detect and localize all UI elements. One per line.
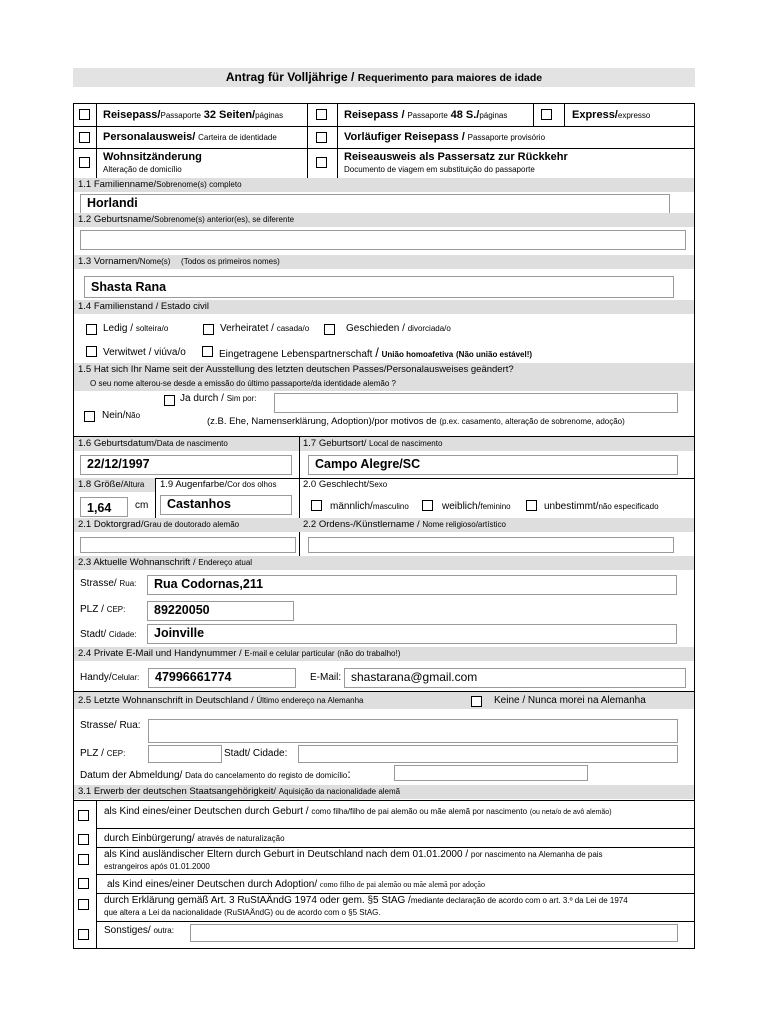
- checkbox-name-changed-no[interactable]: [84, 411, 95, 422]
- residence-change-label: Wohnsitzänderung Alteração de domicílio: [103, 151, 202, 174]
- express-label: Express/expresso: [572, 109, 651, 121]
- female-label: weiblich/feminino: [442, 501, 511, 512]
- last-city-label: Stadt/ Cidade:: [224, 748, 288, 759]
- checkbox-geschieden[interactable]: [324, 324, 335, 335]
- first-names-field[interactable]: Shasta Rana: [84, 276, 674, 298]
- section-1-2-header: 1.2 Geburtsname/Sobrenome(s) anterior(es), se diferente: [74, 213, 694, 227]
- never-lived-germany-label: Keine / Nunca morei na Alemanha: [494, 695, 646, 706]
- last-street-field[interactable]: [148, 719, 678, 743]
- birth-date-field[interactable]: 22/12/1997: [80, 455, 292, 475]
- id-card-label: Personalausweis/ Carteira de identidade: [103, 131, 277, 143]
- section-1-9-header: 1.9 Augenfarbe/Cor dos olhos: [160, 479, 277, 490]
- section-2-0-header: 2.0 Geschlecht/Sexo: [303, 479, 388, 490]
- checkbox-citizenship-birth[interactable]: [78, 810, 89, 821]
- citizenship-other-field[interactable]: [190, 924, 678, 942]
- email-field[interactable]: shastarana@gmail.com: [344, 668, 686, 688]
- street-label: Strasse/ Rua:: [80, 578, 137, 589]
- citizenship-naturalization-label: durch Einbürgerung/ através de naturalização: [104, 833, 285, 844]
- birth-name-field[interactable]: [80, 230, 686, 250]
- phone-field[interactable]: 47996661774: [148, 668, 296, 688]
- plz-label: PLZ / CEP:: [80, 604, 126, 615]
- street-field[interactable]: Rua Codornas,211: [147, 575, 677, 595]
- section-2-2-header: 2.2 Ordens-/Künstlername / Nome religioso/artístico: [303, 519, 506, 530]
- doctorate-field[interactable]: [80, 537, 296, 553]
- checkbox-unspecified[interactable]: [526, 500, 537, 511]
- checkbox-female[interactable]: [422, 500, 433, 511]
- checkbox-temp-passport[interactable]: [316, 132, 327, 143]
- section-1-4-header: 1.4 Familienstand / Estado civil: [74, 300, 694, 314]
- last-plz-field[interactable]: [148, 745, 222, 763]
- section-1-8-header: 1.8 Größe/Altura: [74, 478, 156, 492]
- deregistration-date-field[interactable]: [394, 765, 588, 781]
- checkbox-name-changed-yes[interactable]: [164, 395, 175, 406]
- verheiratet-label: Verheiratet / casada/o: [220, 323, 310, 334]
- passport-48-label: Reisepass / Passaporte 48 S./páginas: [344, 109, 508, 121]
- partnerschaft-label: Eingetragene Lebenspartnerschaft / União homoafetiva (Não união estável!): [219, 345, 533, 360]
- section-1-3-header: 1.3 Vornamen/Nome(s) (Todos os primeiros nomes): [74, 255, 694, 269]
- section-1-5-header: 1.5 Hat sich Ihr Name seit der Ausstellung des letzten deutschen Passes/Personalausweises geändert? O seu nome alterou-se desde a emissão do último passaporte/da identidade alemão ?: [74, 363, 694, 391]
- name-change-reason-hint: (z.B. Ehe, Namenserklärung, Adoption)/por motivos de (p.ex. casamento, alteração de sobrenome, adoção): [207, 416, 625, 427]
- checkbox-verwitwet[interactable]: [86, 346, 97, 357]
- checkbox-passport-32[interactable]: [79, 109, 90, 120]
- section-3-1-header: 3.1 Erwerb der deutschen Staatsangehörigkeit/ Aquisição da nacionalidade alemã: [74, 785, 694, 799]
- checkbox-id-card[interactable]: [79, 132, 90, 143]
- section-2-1-header: 2.1 Doktorgrad/Grau de doutorado alemão: [74, 518, 694, 532]
- checkbox-citizenship-naturalization[interactable]: [78, 834, 89, 845]
- checkbox-passport-48[interactable]: [316, 109, 327, 120]
- citizenship-other-label: Sonstiges/ outra:: [104, 925, 174, 936]
- section-2-5-header: 2.5 Letzte Wohnanschrift in Deutschland / Último endereço na Alemanha: [74, 692, 694, 709]
- city-label: Stadt/ Cidade:: [80, 629, 137, 640]
- citizenship-foreign-parents-label: als Kind ausländischer Eltern durch Geburt in Deutschland nach dem 01.01.2000 / por nascimento na Alemanha de pais estrangeiros após 01.01.2000: [104, 849, 603, 871]
- passport-32-label: Reisepass/Passaporte 32 Seiten/páginas: [103, 109, 284, 121]
- section-2-4-header: 2.4 Private E-Mail und Handynummer / E-mail e celular particular (não do trabalho!): [74, 647, 694, 661]
- citizenship-declaration-label: durch Erklärung gemäß Art. 3 RuStAÄndG 1974 oder gem. §5 StAG /mediante declaração de acordo com o art. 3.º da Lei de 1974 que altera a Lei da nacionalidade (RuStAÄndG) ou de acordo com o §5 StAG.: [104, 895, 628, 917]
- geschieden-label: Geschieden / divorciada/o: [346, 323, 451, 334]
- checkbox-travel-document[interactable]: [316, 157, 327, 168]
- last-street-label: Strasse/ Rua:: [80, 720, 141, 731]
- section-1-1-header: 1.1 Familienname/Sobrenome(s) completo: [74, 178, 694, 192]
- phone-label: Handy/Celular:: [80, 672, 140, 683]
- checkbox-citizenship-foreign-parents[interactable]: [78, 854, 89, 865]
- birth-place-field[interactable]: Campo Alegre/SC: [308, 455, 678, 475]
- name-changed-no-label: Nein/Não: [102, 410, 141, 421]
- form-title-sub: Requerimento para maiores de idade: [357, 72, 543, 84]
- checkbox-verheiratet[interactable]: [203, 324, 214, 335]
- height-field[interactable]: 1,64: [80, 497, 128, 517]
- last-city-field[interactable]: [298, 745, 678, 763]
- email-label: E-Mail:: [310, 672, 342, 683]
- section-1-7-header: 1.7 Geburtsort/ Local de nascimento: [303, 438, 443, 449]
- citizenship-birth-label: als Kind eines/einer Deutschen durch Geburt / como filha/filho de pai alemão ou mãe alemã por nascimento (ou neta/o de avô alemão): [104, 806, 612, 817]
- checkbox-partnerschaft[interactable]: [202, 346, 213, 357]
- religious-name-field[interactable]: [308, 537, 674, 553]
- checkbox-citizenship-other[interactable]: [78, 929, 89, 940]
- travel-document-label: Reiseausweis als Passersatz zur Rückkehr Documento de viagem em substituição do passaporte: [344, 151, 568, 174]
- checkbox-citizenship-adoption[interactable]: [78, 878, 89, 889]
- checkbox-citizenship-declaration[interactable]: [78, 899, 89, 910]
- form-title: [73, 68, 695, 87]
- name-change-reason-field[interactable]: [274, 393, 678, 413]
- name-changed-yes-label: Ja durch / Sim por:: [180, 393, 257, 404]
- temp-passport-label: Vorläufiger Reisepass / Passaporte provisório: [344, 131, 546, 143]
- section-2-3-header: 2.3 Aktuelle Wohnanschrift / Endereço atual: [74, 556, 694, 570]
- verwitwet-label: Verwitwet / viúva/o: [103, 347, 186, 358]
- checkbox-residence-change[interactable]: [79, 157, 90, 168]
- section-1-6-1-7-header: 1.6 Geburtsdatum/Data de nascimento: [74, 437, 694, 451]
- checkbox-male[interactable]: [311, 500, 322, 511]
- checkbox-express[interactable]: [541, 109, 552, 120]
- height-unit: cm: [135, 500, 149, 511]
- form-title-main: Antrag für Volljährige /: [225, 70, 355, 84]
- city-field[interactable]: Joinville: [147, 624, 677, 644]
- ledig-label: Ledig / solteira/o: [103, 323, 169, 334]
- citizenship-adoption-label: als Kind eines/einer Deutschen durch Adoption/ como filho de pai alemão ou mãe alemã por adoção: [107, 879, 485, 890]
- male-label: männlich/masculino: [330, 501, 409, 512]
- checkbox-never-lived-germany[interactable]: [471, 696, 482, 707]
- surname-field[interactable]: Horlandi: [80, 194, 670, 214]
- deregistration-label: Datum der Abmeldung/ Data do cancelamento do registo de domicílio:: [80, 767, 351, 781]
- eye-color-field[interactable]: Castanhos: [160, 495, 292, 515]
- last-plz-label: PLZ / CEP:: [80, 748, 126, 759]
- unspecified-label: unbestimmt/não especificado: [544, 501, 659, 512]
- checkbox-ledig[interactable]: [86, 324, 97, 335]
- plz-field[interactable]: 89220050: [147, 601, 294, 621]
